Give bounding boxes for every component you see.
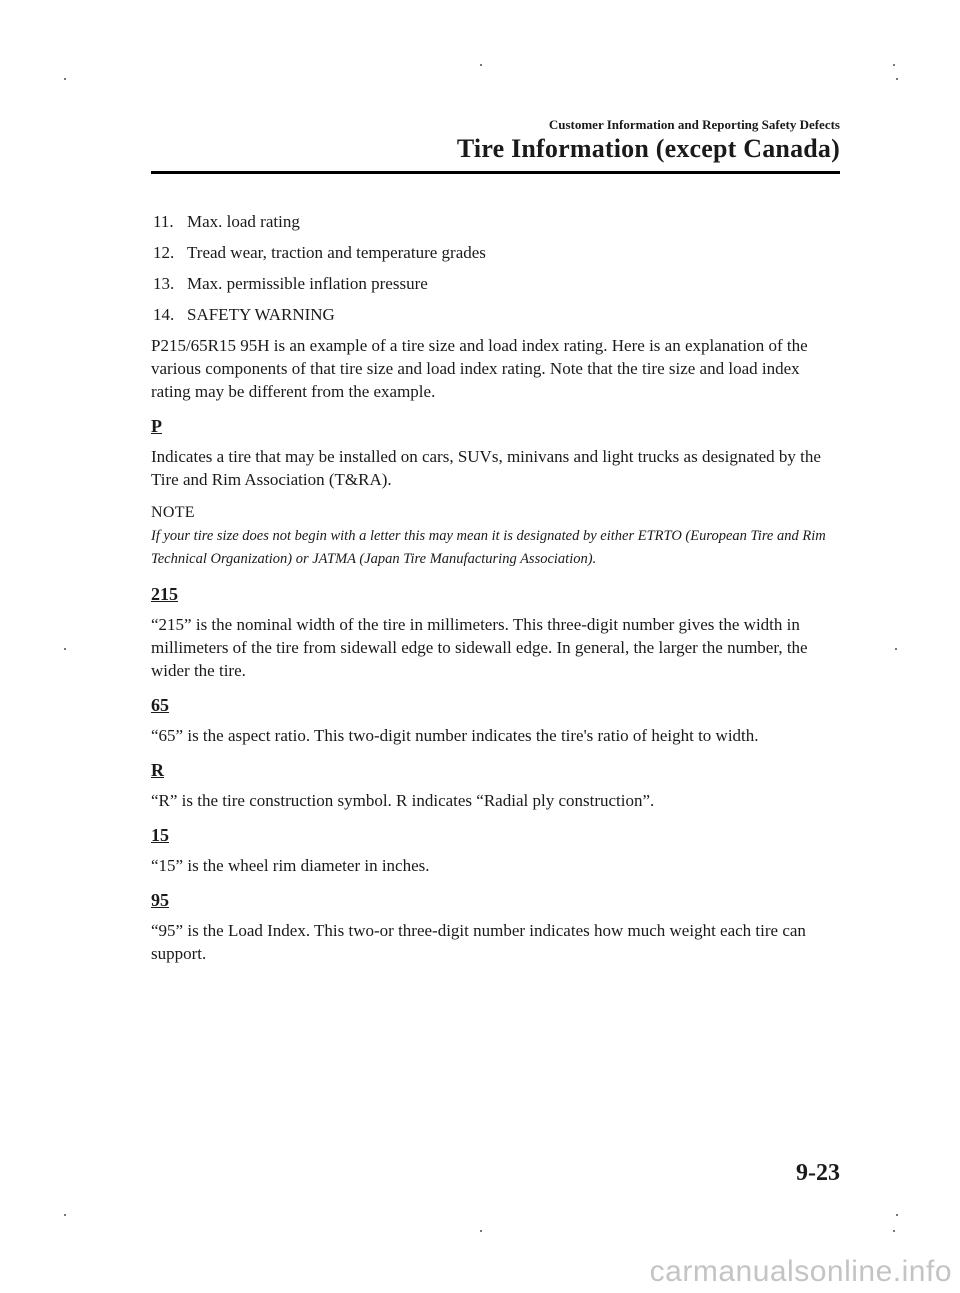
crop-mark: [893, 1230, 895, 1232]
crop-mark: [480, 1230, 482, 1232]
list-item-text: Max. load rating: [187, 212, 300, 231]
section-text-construction: “R” is the tire construction symbol. R indicates “Radial ply construction”.: [151, 791, 655, 810]
section-heading-load: 95: [151, 890, 169, 910]
section-text-aspect: “65” is the aspect ratio. This two-digit number indicates the tire's ratio of height to width.: [151, 726, 759, 745]
section-subtitle: Customer Information and Reporting Safety Defects: [548, 117, 840, 132]
section-text-rim: “15” is the wheel rim diameter in inches.: [151, 856, 430, 875]
list-item: [151, 241, 841, 264]
page-title: Tire Information (except Canada): [456, 134, 840, 163]
list-item-number: 14.: [153, 305, 175, 324]
list-item: [151, 303, 841, 326]
crop-mark: [64, 1214, 66, 1216]
list-item-number: 12.: [153, 243, 175, 262]
note-label: NOTE: [151, 504, 195, 521]
section-heading-p: P: [151, 416, 162, 436]
list-item-text: Tread wear, traction and temperature grades: [187, 243, 486, 262]
list-item-number: 13.: [153, 274, 175, 293]
section-heading-construction: R: [151, 760, 164, 780]
list-item-text: Max. permissible inflation pressure: [187, 274, 428, 293]
page-content: [151, 210, 841, 974]
crop-mark: [480, 64, 482, 66]
list-item: [151, 272, 841, 295]
page-number: 9-23: [796, 1160, 840, 1186]
crop-mark: [893, 64, 895, 66]
list-item: [151, 210, 841, 233]
list-item-number: 11.: [153, 212, 174, 231]
section-heading-width: 215: [151, 584, 178, 604]
section-text-width: “215” is the nominal width of the tire in millimeters. This three-digit number gives the width in millimeters of the tire from sidewall edge to sidewall edge. In general, the larger the number, the wider the tire.: [151, 615, 808, 680]
intro-paragraph: P215/65R15 95H is an example of a tire size and load index rating. Here is an explanation of the various components of that tire size and load index rating. Note that the tire size and load index rating may be different from the example.: [151, 336, 808, 401]
label-items-list: [151, 210, 841, 326]
crop-mark: [896, 78, 898, 80]
section-text-load: “95” is the Load Index. This two-or three-digit number indicates how much weight each tire can support.: [151, 921, 806, 963]
crop-mark: [64, 78, 66, 80]
crop-mark: [64, 648, 66, 650]
section-text-p: Indicates a tire that may be installed on cars, SUVs, minivans and light trucks as designated by the Tire and Rim Association (T&RA).: [151, 447, 821, 489]
crop-mark: [896, 1214, 898, 1216]
watermark: carmanualsonline.info: [649, 1255, 952, 1288]
crop-mark: [895, 648, 897, 650]
section-heading-rim: 15: [151, 825, 169, 845]
list-item-text: SAFETY WARNING: [187, 305, 335, 324]
section-heading-aspect: 65: [151, 695, 169, 715]
note-text: If your tire size does not begin with a letter this may mean it is designated by either ETRTO (European Tire and Rim Technical Organization) or JATMA (Japan Tire Manufacturing Association).: [151, 528, 826, 567]
header-rule: [151, 171, 840, 174]
